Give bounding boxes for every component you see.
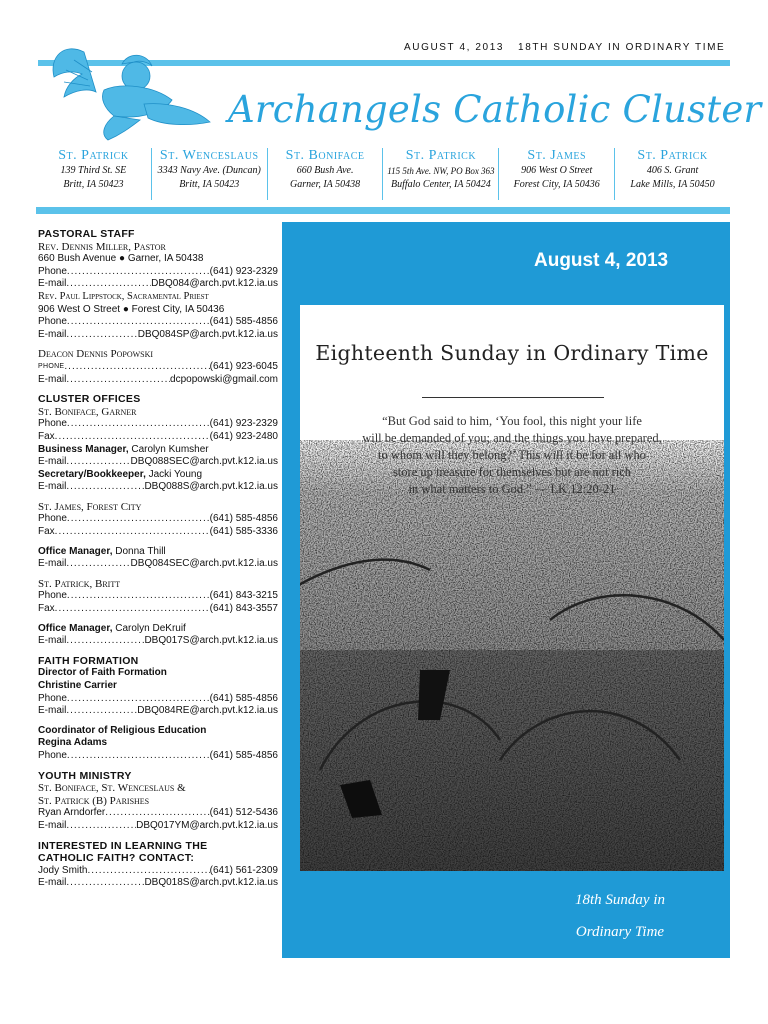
archangel-logo-icon [44, 42, 214, 142]
secretary [38, 469, 278, 482]
fax-label: Fax [38, 603, 55, 615]
cluster-offices-heading: CLUSTER OFFICES [38, 393, 141, 406]
issue-occasion: 18TH SUNDAY IN ORDINARY TIME [518, 42, 726, 53]
email-label: E-mail [38, 373, 67, 385]
email-label: E-mail [38, 819, 67, 831]
phone-label: Phone [38, 265, 67, 277]
parish-city: Lake Mills, IA 50450 [630, 179, 715, 190]
parish-city: Britt, IA 50423 [179, 179, 240, 190]
faith-formation-heading: FAITH FORMATION [38, 654, 139, 667]
coordinator-phone-row [38, 750, 278, 763]
newsletter-title: Archangels Catholic Cluster [228, 88, 762, 131]
parish-name: St. Boniface [285, 148, 365, 163]
feature-caption [540, 884, 700, 948]
person-name: Carolyn DeKruif [115, 622, 186, 634]
leader-dots [105, 807, 209, 820]
bulletin-cover-art [300, 305, 724, 871]
coordinator-title: Coordinator of Religious Education [38, 724, 207, 736]
parish-address: 115 5th Ave. NW, PO Box 363 [387, 166, 495, 176]
pastor-email-row [38, 278, 278, 291]
phone-label: Phone [38, 513, 67, 525]
office-fax-row [38, 603, 278, 616]
email-label: E-mail [38, 278, 67, 290]
email-label: E-mail [38, 481, 67, 493]
fax-label: Fax [38, 430, 55, 442]
pastor-email-link[interactable]: DBQ084@arch.pvt.k12.ia.us [151, 278, 278, 290]
office-fax-row [38, 526, 278, 539]
office-phone-row [38, 513, 278, 526]
person-name: Ryan Arndorfer [38, 807, 106, 819]
interested-heading: INTERESTED IN LEARNING THE [38, 839, 208, 852]
director-title: Director of Faith Formation [38, 667, 167, 679]
leader-dots [67, 693, 210, 706]
youth-email-link[interactable]: DBQ017YM@arch.pvt.k12.ia.us [136, 819, 278, 831]
youth-email-row [38, 820, 278, 833]
parish-name: St. Patrick [405, 148, 477, 163]
staff-directory [38, 228, 278, 890]
director-phone-row [38, 693, 278, 706]
phone-label: Phone [38, 316, 67, 328]
priest-address: 906 West O Street ● Forest City, IA 50436 [38, 303, 225, 315]
fax-label: Fax [38, 526, 55, 538]
office-fax: (641) 585-3336 [209, 526, 278, 538]
phone-label: Phone [38, 418, 67, 430]
parish-address: 906 West O Street [521, 165, 593, 176]
scripture-quote [300, 413, 724, 498]
business-manager [38, 444, 278, 457]
email-label: E-mail [38, 705, 67, 717]
office-fax: (641) 843-3557 [209, 603, 278, 615]
om2-email-link[interactable]: DBQ017S@arch.pvt.k12.ia.us [144, 635, 278, 647]
quote-line: store up treasure for themselves but are not rich [392, 465, 632, 479]
leader-dots [66, 329, 137, 342]
caption-line: 18th Sunday in [575, 892, 665, 908]
leader-dots [66, 635, 144, 648]
leader-dots [66, 481, 144, 494]
leader-dots [66, 456, 130, 469]
leader-dots [67, 750, 210, 763]
leader-dots [66, 877, 144, 890]
parish-name: St. Wenceslaus [159, 148, 259, 163]
interested-email-link[interactable]: DBQ018S@arch.pvt.k12.ia.us [144, 877, 278, 889]
leader-dots [64, 361, 209, 374]
role-title: Office Manager, [38, 622, 113, 634]
deacon-email-link[interactable]: dcpopowski@gmail.com [170, 373, 278, 385]
parish-address: 3343 Navy Ave. (Duncan) [157, 165, 261, 176]
issue-date: AUGUST 4, 2013 [404, 42, 505, 53]
office-phone: (641) 843-3215 [209, 590, 278, 602]
parish-item [267, 148, 383, 200]
email-label: E-mail [38, 877, 67, 889]
quote-line: to whom will they belong?’ This will it be for all who [378, 448, 646, 462]
director-name: Christine Carrier [38, 680, 117, 691]
quote-line: “But God said to him, ‘You fool, this night your life [382, 414, 642, 428]
caption-line: Ordinary Time [575, 924, 665, 940]
role-title: Office Manager, [38, 545, 113, 557]
pastoral-staff-heading: PASTORAL STAFF [38, 228, 135, 240]
issue-dateline [404, 42, 725, 53]
director-phone: (641) 585-4856 [209, 692, 278, 704]
header-divider [36, 207, 730, 214]
leader-dots [66, 374, 170, 387]
office-phone-row [38, 418, 278, 431]
feature-date: August 4, 2013 [534, 250, 669, 271]
email-label: E-mail [38, 328, 67, 340]
office-manager [38, 546, 278, 559]
office-phone: (641) 923-2329 [209, 418, 278, 430]
quote-line: will be demanded of you; and the things you have prepared, [362, 431, 662, 445]
youth-phone: (641) 512-5436 [209, 807, 278, 819]
phone-label: Phone [38, 749, 67, 761]
pastor-name: Rev. Dennis Miller, Pastor [38, 240, 166, 253]
phone-label: Phone [38, 692, 67, 704]
person-name: Jody Smith [38, 864, 88, 876]
parish-item [498, 148, 614, 200]
bm-email-row [38, 456, 278, 469]
om2-email-row [38, 635, 278, 648]
interested-email-row [38, 877, 278, 890]
leader-dots [55, 431, 210, 444]
leader-dots [67, 590, 210, 603]
pastor-phone: (641) 923-2329 [209, 265, 278, 277]
parish-item [151, 148, 267, 200]
youth-parishes: St. Boniface, St. Wenceslaus & [38, 782, 186, 795]
om1-email-link[interactable]: DBQ084SEC@arch.pvt.k12.ia.us [130, 558, 278, 570]
parish-item [36, 148, 151, 200]
sec-email-link[interactable]: DBQ088S@arch.pvt.k12.ia.us [144, 481, 278, 493]
art-divider [422, 397, 604, 398]
parish-list [36, 148, 730, 200]
parish-city: Garner, IA 50438 [290, 179, 361, 190]
email-label: E-mail [38, 456, 67, 468]
youth-ministry-heading: YOUTH MINISTRY [38, 769, 132, 782]
person-name: Donna Thill [115, 545, 166, 557]
role-title: Secretary/Bookkeeper, [38, 468, 146, 480]
parish-name: St. Patrick [58, 148, 129, 163]
parish-item [382, 148, 498, 200]
om1-email-row [38, 558, 278, 571]
parish-city: Britt, IA 50423 [63, 179, 124, 190]
office-title: St. Patrick, Britt [38, 577, 121, 590]
phone-label: PHONE [38, 362, 65, 370]
bm-email-link[interactable]: DBQ088SEC@arch.pvt.k12.ia.us [130, 456, 278, 468]
leader-dots [67, 266, 210, 279]
leader-dots [55, 603, 210, 616]
textured-artwork [300, 440, 724, 871]
office-title: St. Boniface, Garner [38, 405, 137, 418]
youth-parishes: St. Patrick (B) Parishes [38, 794, 150, 807]
leader-dots [66, 820, 136, 833]
parish-city: Forest City, IA 50436 [513, 179, 600, 190]
deacon-name: Deacon Dennis Popowski [38, 348, 154, 361]
office-manager [38, 623, 278, 636]
leader-dots [66, 278, 151, 291]
interested-heading: CATHOLIC FAITH? CONTACT: [38, 852, 195, 865]
priest-email-row [38, 329, 278, 342]
interested-phone: (641) 561-2309 [209, 864, 278, 876]
pastor-phone-row [38, 266, 278, 279]
quote-line: in what matters to God.” — LK 12:20-21 [408, 482, 616, 496]
priest-name: Rev. Paul Lippstock, Sacramental Priest [38, 290, 209, 302]
office-phone: (641) 585-4856 [209, 513, 278, 525]
parish-address: 139 Third St. SE [60, 165, 127, 176]
leader-dots [55, 526, 210, 539]
interested-contact-row [38, 865, 278, 878]
person-name: Carolyn Kumsher [131, 443, 209, 455]
sec-email-row [38, 481, 278, 494]
youth-contact-row [38, 807, 278, 820]
leader-dots [67, 513, 210, 526]
deacon-phone: (641) 923-6045 [209, 360, 278, 372]
pastor-address: 660 Bush Avenue ● Garner, IA 50438 [38, 253, 204, 265]
director-email-link[interactable]: DBQ084RE@arch.pvt.k12.ia.us [137, 705, 278, 717]
art-title: Eighteenth Sunday in Ordinary Time [315, 341, 709, 365]
email-label: E-mail [38, 558, 67, 570]
director-email-row [38, 705, 278, 718]
leader-dots [66, 558, 130, 571]
parish-city: Buffalo Center, IA 50424 [390, 179, 491, 190]
coordinator-phone: (641) 585-4856 [209, 749, 278, 761]
leader-dots [67, 418, 210, 431]
parish-address: 406 S. Grant [646, 165, 699, 176]
deacon-phone-row [38, 361, 278, 374]
person-name: Jacki Young [148, 468, 203, 480]
priest-email-link[interactable]: DBQ084SP@arch.pvt.k12.ia.us [137, 328, 278, 340]
office-phone-row [38, 590, 278, 603]
office-title: St. James, Forest City [38, 500, 142, 513]
leader-dots [66, 705, 137, 718]
phone-label: Phone [38, 590, 67, 602]
deacon-email-row [38, 374, 278, 387]
coordinator-name: Regina Adams [38, 737, 108, 749]
priest-phone: (641) 585-4856 [209, 316, 278, 328]
leader-dots [87, 865, 209, 878]
email-label: E-mail [38, 635, 67, 647]
office-fax-row [38, 431, 278, 444]
priest-phone-row [38, 316, 278, 329]
leader-dots [67, 316, 210, 329]
parish-name: St. James [527, 148, 587, 163]
office-fax: (641) 923-2480 [209, 430, 278, 442]
parish-item [614, 148, 730, 200]
parish-address: 660 Bush Ave. [296, 165, 354, 176]
role-title: Business Manager, [38, 443, 129, 455]
parish-name: St. Patrick [637, 148, 708, 163]
